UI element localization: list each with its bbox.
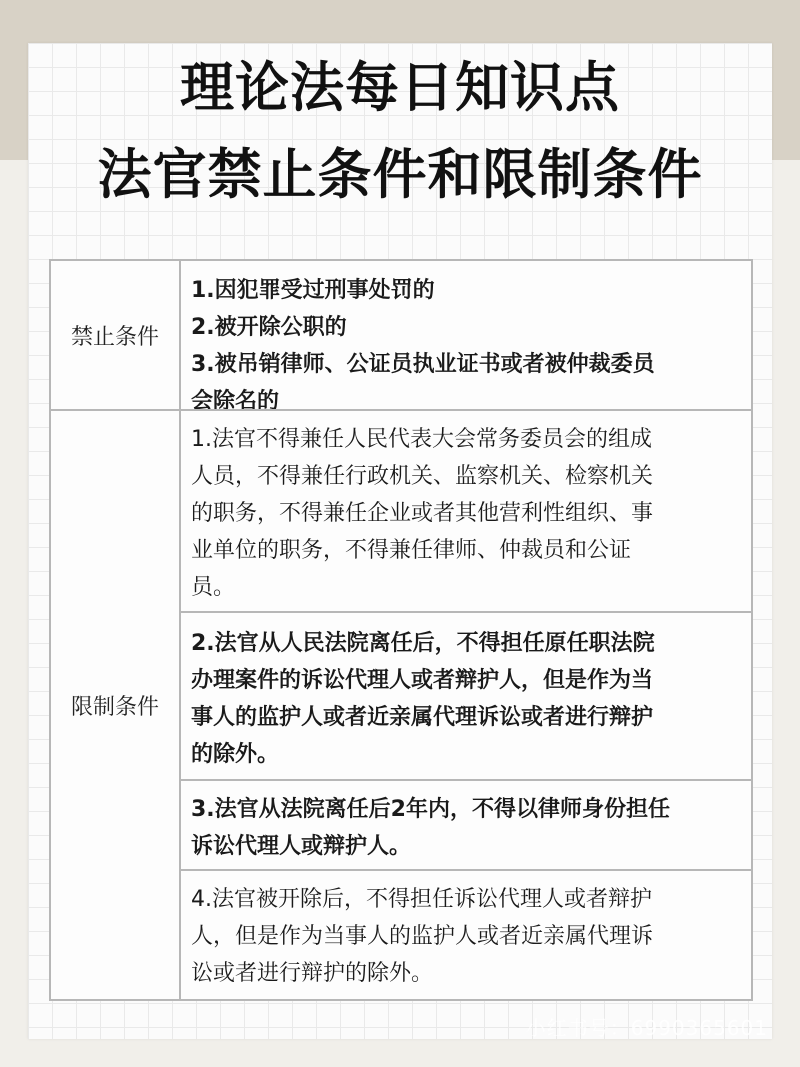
page-title-line-2: 法官禁止条件和限制条件 bbox=[97, 143, 703, 206]
limit-item-4 bbox=[181, 869, 751, 999]
limit-item-3 bbox=[181, 779, 751, 869]
limit-item-2 bbox=[181, 611, 751, 779]
limit-item-line: 诉讼代理人或辩护人。 bbox=[191, 834, 412, 859]
conditions-table bbox=[49, 259, 753, 1001]
ban-conditions-content bbox=[181, 261, 751, 414]
limit-conditions-row bbox=[51, 409, 751, 999]
limit-item-1 bbox=[181, 411, 751, 611]
limit-item-line: 人，但是作为当事人的监护人或者近亲属代理诉 bbox=[191, 924, 654, 949]
ban-item: 2.被开除公职的 bbox=[191, 315, 347, 340]
ban-item: 3.被吊销律师、公证员执业证书或者被仲裁委员 bbox=[191, 352, 655, 377]
page-title-line-1: 理论法每日知识点 bbox=[180, 56, 620, 119]
limit-item-line: 讼或者进行辩护的除外。 bbox=[191, 961, 434, 986]
limit-item-line: 人员，不得兼任行政机关、监察机关、检察机关 bbox=[191, 464, 654, 489]
limit-item-line: 业单位的职务，不得兼任律师、仲裁员和公证 bbox=[191, 538, 632, 563]
limit-item-line: 的职务，不得兼任企业或者其他营利性组织、事 bbox=[191, 501, 654, 526]
limit-conditions-content bbox=[181, 411, 751, 999]
limit-item-line: 4.法官被开除后，不得担任诉讼代理人或者辩护 bbox=[191, 887, 652, 912]
ban-conditions-row bbox=[51, 261, 751, 414]
limit-item-line: 3.法官从法院离任后2年内，不得以律师身份担任 bbox=[191, 797, 670, 822]
limit-item-line: 办理案件的诉讼代理人或者辩护人，但是作为当 bbox=[191, 668, 654, 693]
limit-item-line: 员。 bbox=[191, 575, 236, 600]
limit-item-line: 1.法官不得兼任人民代表大会常务委员会的组成 bbox=[191, 427, 652, 452]
limit-item-line: 事人的监护人或者近亲属代理诉讼或者进行辩护 bbox=[191, 705, 654, 730]
ban-conditions-cell bbox=[181, 261, 751, 414]
limit-conditions-label: 限制条件 bbox=[51, 411, 181, 999]
ban-conditions-label: 禁止条件 bbox=[51, 261, 181, 409]
limit-item-line: 的除外。 bbox=[191, 742, 280, 767]
watermark: 小红书号：6990365601 bbox=[525, 1016, 768, 1040]
ban-item: 1.因犯罪受过刑事处罚的 bbox=[191, 278, 435, 303]
limit-item-line: 2.法官从人民法院离任后，不得担任原任职法院 bbox=[191, 631, 655, 656]
ban-item: 会除名的 bbox=[191, 389, 280, 414]
